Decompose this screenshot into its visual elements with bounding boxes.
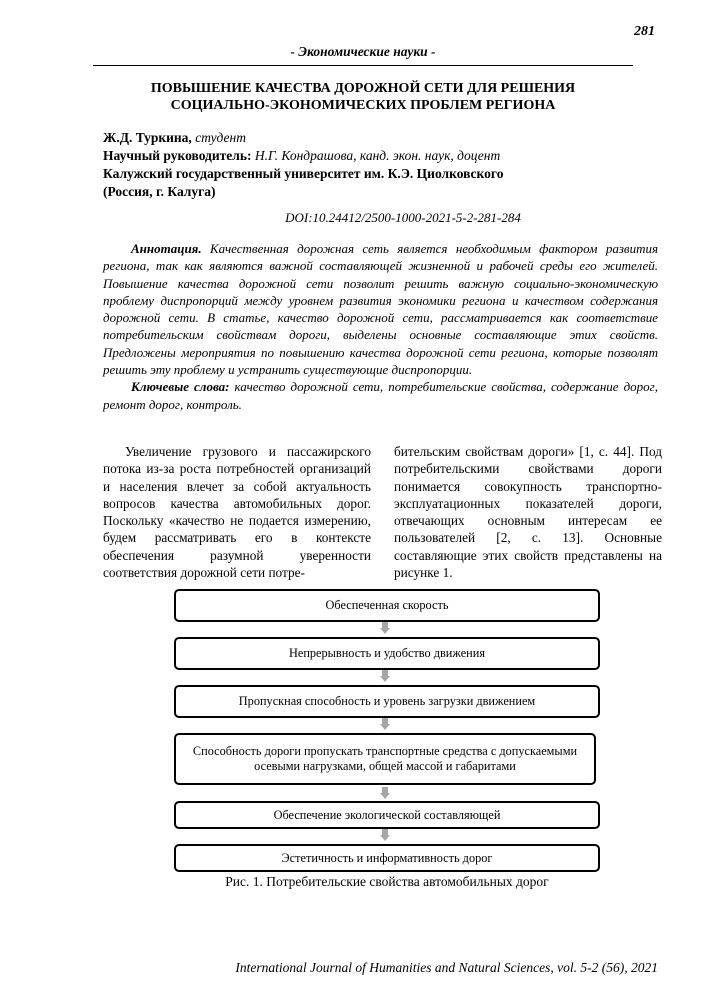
supervisor-value: Н.Г. Кондрашова, канд. экон. наук, доцент: [254, 148, 501, 163]
flow-box-continuity: Непрерывность и удобство движения: [174, 637, 600, 670]
flow-box-load: Способность дороги пропускать транспортные средства с допускаемыми осевыми нагрузками, общей массой и габаритами: [174, 733, 596, 785]
title-line-1: ПОВЫШЕНИЕ КАЧЕСТВА ДОРОЖНОЙ СЕТИ ДЛЯ РЕШЕНИЯ: [150, 81, 576, 96]
author-block: [103, 129, 663, 201]
keywords: [103, 378, 658, 413]
location: (Россия, г. Калуга): [103, 184, 216, 199]
article-title: [93, 80, 633, 114]
author-line: [103, 129, 663, 147]
page-number: 281: [634, 24, 655, 39]
abstract-text: Качественная дорожная сеть является необходимым фактором развития региона, так как являются важной составляющей жизненной и рабочей среды его жителей. Повышение качества дорожной сети позволит решить важную социально-экономическую проблему диспропорций между уровнем развития экономики региона и качеством содержания дорожной сети. В статье, качество дорожной сети, рассматривается как соответствие потребительским свойствам дороги, выделены основные составляющие этих свойств. Предложены мероприятия по повышению качества дорожной сети региона, которые позволят решить эту проблему и устранить существующие диспропорции.: [103, 241, 659, 378]
figure-caption: Рис. 1. Потребительские свойства автомобильных дорог: [225, 874, 549, 889]
down-arrow-icon: [380, 622, 390, 634]
body-paragraph: бительским свойствам дороги» [1, с. 44]. Под потребительскими свойствами дороги понимается совокупность транспортно-эксплуатационных показателей дороги, отвечающих основным интересам ее пользователей [2, с. 13]. Основные составляющие этих свойств представлены на рисунке 1.: [394, 444, 662, 581]
header-rule: [93, 65, 633, 66]
author-role: студент: [195, 130, 246, 145]
abstract-block: [103, 240, 658, 413]
body-paragraph: Увеличение грузового и пассажирского потока из-за роста потребностей организаций и населения влечет за собой актуальность вопросов качества автомобильных дорог. Поскольку «качество не подается измерению, будем рассматривать его в контексте обеспечения разумной уверенности соответствия дорожной сети потре-: [103, 444, 371, 581]
flow-box-capacity: Пропускная способность и уровень загрузки движением: [174, 685, 600, 718]
abstract: [103, 240, 658, 378]
body-column-left: [103, 443, 371, 581]
doi: DOI:10.24412/2500-1000-2021-5-2-281-284: [285, 210, 521, 225]
flow-box-speed: Обеспеченная скорость: [174, 589, 600, 622]
down-arrow-icon: [380, 787, 390, 799]
title-line-2: СОЦИАЛЬНО-ЭКОНОМИЧЕСКИХ ПРОБЛЕМ РЕГИОНА: [170, 98, 556, 113]
down-arrow-icon: [380, 718, 390, 730]
running-head: - Экономические науки -: [290, 44, 436, 59]
abstract-label: Аннотация.: [131, 241, 202, 256]
supervisor-line: [103, 147, 663, 165]
keywords-label: Ключевые слова:: [131, 379, 230, 395]
supervisor-label: Научный руководитель:: [103, 148, 252, 163]
down-arrow-icon: [380, 670, 390, 682]
down-arrow-icon: [380, 829, 390, 841]
body-column-right: [394, 443, 662, 581]
author-name: Ж.Д. Туркина,: [103, 130, 192, 145]
journal-footer: International Journal of Humanities and Natural Sciences, vol. 5-2 (56), 2021: [235, 960, 658, 975]
keywords-text: качество дорожной сети, потребительские свойства, содержание дорог, ремонт дорог, контроль.: [103, 379, 658, 412]
flow-box-aesthetics: Эстетичность и информативность дорог: [174, 844, 600, 872]
affiliation: Калужский государственный университет им. К.Э. Циолковского: [103, 166, 504, 181]
flow-box-ecology: Обеспечение экологической составляющей: [174, 801, 600, 829]
